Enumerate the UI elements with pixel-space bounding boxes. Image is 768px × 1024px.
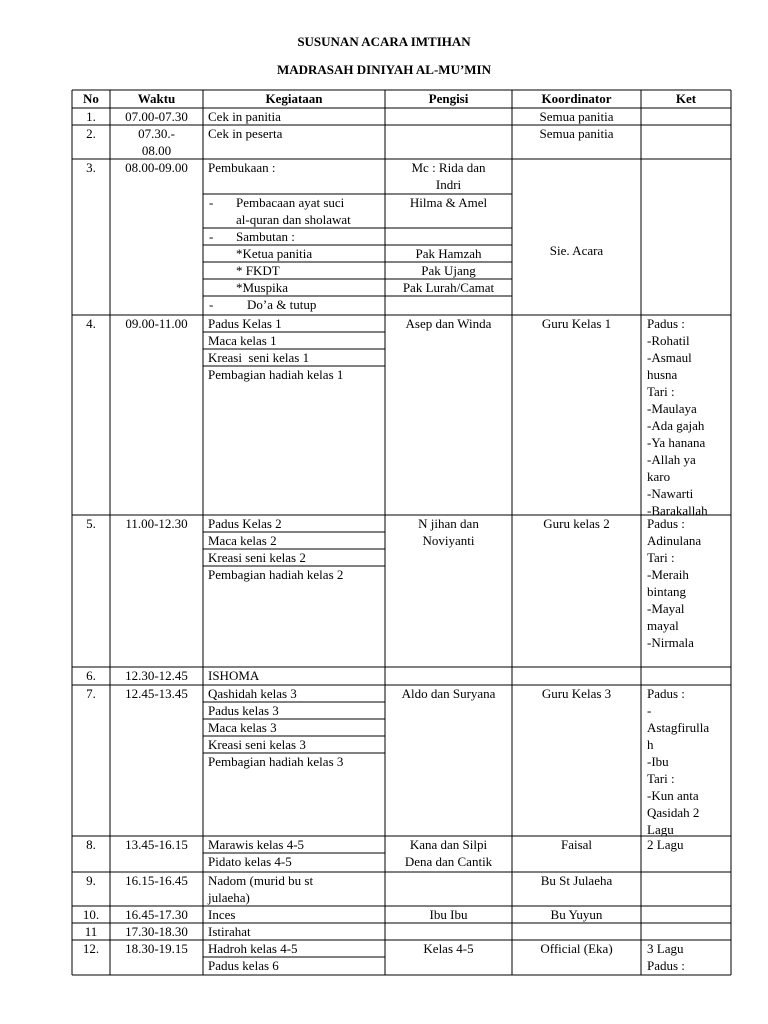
note-cell: 2 Lagu	[647, 837, 684, 852]
activity-text: * FKDT	[236, 263, 280, 278]
time-cell: 16.15-16.45	[125, 873, 188, 888]
note-cell: husna	[647, 367, 678, 382]
column-header: Kegiataan	[265, 91, 323, 106]
column-header: Ket	[675, 91, 697, 106]
performer-cell: Asep dan Winda	[405, 316, 492, 331]
note-cell: -Ibu	[647, 754, 669, 769]
activity-text: Pembagian hadiah kelas 1	[208, 367, 344, 382]
time-cell: 16.45-17.30	[125, 907, 188, 922]
column-header: Koordinator	[541, 91, 612, 106]
coordinator-cell: Guru kelas 2	[543, 516, 610, 531]
activity-text: Padus kelas 6	[208, 958, 279, 973]
column-header: Pengisi	[428, 91, 469, 106]
time-cell: 07.30.-	[138, 126, 175, 141]
coordinator-cell: Official (Eka)	[540, 941, 613, 956]
column-header: No	[83, 91, 99, 106]
performer-cell: Ibu Ibu	[429, 907, 468, 922]
coordinator-cell: Faisal	[560, 837, 593, 852]
note-cell: -Meraih	[647, 567, 689, 582]
activity-text: Pembagian hadiah kelas 2	[208, 567, 344, 582]
time-cell: 07.00-07.30	[125, 109, 188, 124]
note-cell: -Maulaya	[647, 401, 697, 416]
coordinator-cell: Semua panitia	[539, 109, 614, 124]
activity-text: *Muspika	[236, 280, 288, 295]
row-number: 9.	[86, 873, 96, 888]
note-cell: -Ada gajah	[647, 418, 705, 433]
time-cell: 08.00	[141, 143, 172, 158]
activity-text: Istirahat	[208, 924, 251, 939]
coordinator-cell: Guru Kelas 1	[541, 316, 612, 331]
note-cell: Padus :	[647, 958, 685, 973]
activity-text: Inces	[208, 907, 236, 922]
note-cell: Lagu	[647, 822, 674, 837]
note-cell: -Nawarti	[647, 486, 694, 501]
note-cell: 3 Lagu	[647, 941, 684, 956]
activity-text: Sambutan :	[236, 229, 295, 244]
row-number: 2.	[86, 126, 96, 141]
activity-text: Do’a & tutup	[247, 297, 317, 312]
row-number: 12.	[82, 941, 100, 956]
bullet-dash: -	[209, 297, 214, 312]
note-cell: -Rohatil	[647, 333, 690, 348]
note-cell: -Mayal	[647, 601, 685, 616]
time-cell: 12.30-12.45	[125, 668, 188, 683]
row-number: 4.	[86, 316, 96, 331]
row-number: 11	[84, 924, 98, 939]
performer-cell: Mc : Rida dan	[411, 160, 486, 175]
performer-cell: Pak Hamzah	[415, 246, 482, 261]
coordinator-cell: Bu St Julaeha	[540, 873, 613, 888]
time-cell: 08.00-09.00	[125, 160, 188, 175]
note-cell: Tari :	[647, 384, 675, 399]
activity-text: Pidato kelas 4-5	[208, 854, 292, 869]
note-cell: -Allah ya	[647, 452, 696, 467]
activity-text: al-quran dan sholawat	[236, 212, 351, 227]
performer-cell: Kelas 4-5	[423, 941, 474, 956]
activity-text: Pembukaan :	[208, 160, 276, 175]
performer-cell: Kana dan Silpi	[409, 837, 488, 852]
performer-cell: Pak Lurah/Camat	[402, 280, 495, 295]
coordinator-cell: Guru Kelas 3	[541, 686, 612, 701]
note-cell: Padus :	[647, 516, 685, 531]
note-cell: -Barakallah	[647, 503, 708, 518]
activity-text: Maca kelas 2	[208, 533, 277, 548]
note-cell: Qasidah 2	[647, 805, 700, 820]
time-cell: 11.00-12.30	[125, 516, 188, 531]
note-cell: -Nirmala	[647, 635, 694, 650]
coordinator-cell: Sie. Acara	[549, 243, 604, 258]
activity-text: Maca kelas 1	[208, 333, 277, 348]
note-cell: -	[647, 703, 652, 718]
performer-cell: Hilma & Amel	[409, 195, 488, 210]
note-cell: Tari :	[647, 550, 675, 565]
note-cell: -Ya hanana	[647, 435, 706, 450]
note-cell: h	[647, 737, 654, 752]
note-cell: bintang	[647, 584, 686, 599]
note-cell: -Asmaul	[647, 350, 692, 365]
activity-text: ISHOMA	[208, 668, 260, 683]
row-number: 10.	[82, 907, 100, 922]
coordinator-cell: Semua panitia	[539, 126, 614, 141]
activity-text: *Ketua panitia	[236, 246, 313, 261]
activity-text: Padus Kelas 1	[208, 316, 282, 331]
activity-text: Cek in peserta	[208, 126, 283, 141]
activity-text: Maca kelas 3	[208, 720, 277, 735]
note-cell: karo	[647, 469, 671, 484]
activity-text: Hadroh kelas 4-5	[208, 941, 298, 956]
row-number: 8.	[86, 837, 96, 852]
activity-text: Padus kelas 3	[208, 703, 279, 718]
note-cell: Astagfirulla	[647, 720, 710, 735]
activity-text: Marawis kelas 4-5	[208, 837, 305, 852]
activity-text: Kreasi seni kelas 3	[208, 737, 306, 752]
activity-text: julaeha)	[208, 890, 250, 905]
note-cell: mayal	[647, 618, 679, 633]
performer-cell: Aldo dan Suryana	[401, 686, 496, 701]
note-cell: Padus :	[647, 316, 685, 331]
row-number: 1.	[86, 109, 96, 124]
time-cell: 18.30-19.15	[125, 941, 188, 956]
column-header: Waktu	[137, 91, 176, 106]
row-number: 3.	[86, 160, 96, 175]
time-cell: 12.45-13.45	[125, 686, 188, 701]
performer-cell: Pak Ujang	[421, 263, 476, 278]
row-number: 5.	[86, 516, 96, 531]
activity-text: Kreasi seni kelas 1	[208, 350, 310, 365]
activity-text: Kreasi seni kelas 2	[208, 550, 306, 565]
coordinator-cell: Bu Yuyun	[550, 907, 603, 922]
time-cell: 09.00-11.00	[125, 316, 188, 331]
performer-cell: Noviyanti	[422, 533, 475, 548]
time-cell: 17.30-18.30	[125, 924, 188, 939]
activity-text: Pembacaan ayat suci	[236, 195, 345, 210]
activity-text: Padus Kelas 2	[208, 516, 282, 531]
note-cell: Tari :	[647, 771, 675, 786]
note-cell: Adinulana	[647, 533, 702, 548]
activity-text: Nadom (murid bu st	[208, 873, 314, 888]
performer-cell: Dena dan Cantik	[404, 854, 493, 869]
document-subtitle: MADRASAH DINIYAH AL-MU’MIN	[276, 62, 492, 77]
activity-text: Pembagian hadiah kelas 3	[208, 754, 344, 769]
row-number: 7.	[86, 686, 96, 701]
document-title: SUSUNAN ACARA IMTIHAN	[297, 34, 471, 49]
performer-cell: Indri	[435, 177, 462, 192]
activity-text: Qashidah kelas 3	[208, 686, 297, 701]
bullet-dash: -	[209, 229, 214, 244]
note-cell: -Kun anta	[647, 788, 699, 803]
bullet-dash: -	[209, 195, 214, 210]
performer-cell: N jihan dan	[418, 516, 479, 531]
row-number: 6.	[86, 668, 96, 683]
note-cell: Padus :	[647, 686, 685, 701]
time-cell: 13.45-16.15	[125, 837, 188, 852]
activity-text: Cek in panitia	[208, 109, 281, 124]
